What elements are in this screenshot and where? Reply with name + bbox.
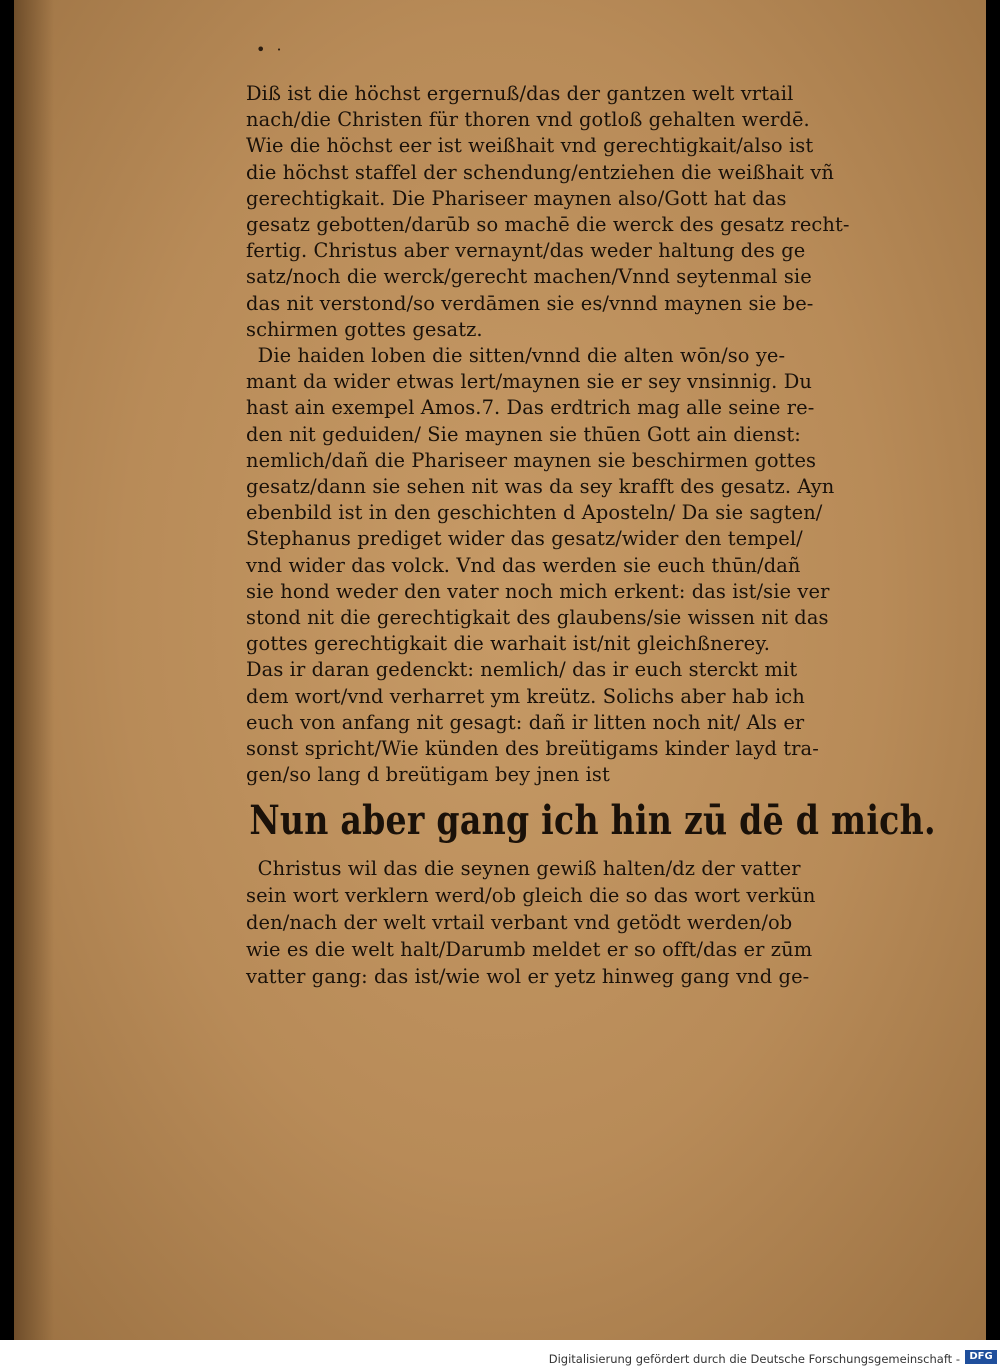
text-line: vnd wider das volck. Vnd das werden sie euch thūn/dañ [246,552,801,577]
text-line: Die haiden loben die sitten/vnnd die alten wōn/so ye- [257,343,786,368]
text-line: Das ir daran gedenckt: nemlich/ das ir euch sterckt mit [246,657,798,682]
section-1 [246,80,946,787]
text-line: nemlich/dañ die Phariseer maynen sie beschirmen gottes [246,447,817,472]
page-text [246,80,946,990]
page-gutter-shadow [14,0,54,1340]
text-line: gen/so lang d breütigam bey jnen ist [246,762,610,787]
text-line: Wie die höchst eer ist weißhait vnd gerechtigkait/also ist [246,133,814,158]
section-heading: Nun aber gang ich hin zū dē d mich. [249,797,936,845]
text-line: sein wort verklern werd/ob gleich die so das wort verkün [246,883,816,908]
text-line: den nit geduiden/ Sie maynen sie thūen Gott ain dienst: [246,421,801,446]
text-line: euch von anfang nit gesagt: dañ ir litten noch nit/ Als er [246,709,805,734]
text-line: ebenbild ist in den geschichten d Aposteln/ Da sie sagten/ [246,500,823,525]
text-line: satz/noch die werck/gerecht machen/Vnnd seytenmal sie [246,264,812,289]
text-line: wie es die welt halt/Darumb meldet er so offt/das er zūm [246,937,813,962]
section-2 [246,855,946,990]
dfg-logo: DFG [965,1350,997,1364]
text-line: mant da wider etwas lert/maynen sie er sey vnsinnig. Du [246,369,812,394]
text-line: den/nach der welt vrtail verbant vnd getödt werden/ob [246,910,793,935]
page-marks: • · [256,40,285,59]
text-line: Stephanus prediget wider das gesatz/wider den tempel/ [246,526,803,551]
text-line: sie hond weder den vater noch mich erkent: das ist/sie ver [246,578,830,603]
text-line: Diß ist die höchst ergernuß/das der gantzen welt vrtail [246,81,794,105]
text-line: Christus wil das die seynen gewiß halten/dz der vatter [257,856,801,881]
text-line: hast ain exempel Amos.7. Das erdtrich mag alle seine re- [246,395,815,420]
text-line: dem wort/vnd verharret ym kreütz. Solichs aber hab ich [246,683,805,708]
text-line: die höchst staffel der schendung/entziehen die weißhait vñ [246,159,835,184]
text-line: fertig. Christus aber vernaynt/das weder haltung des ge [246,238,806,263]
text-line: sonst spricht/Wie künden des breütigams kinder layd tra- [246,736,819,761]
text-line: gesatz gebotten/darūb so machē die werck des gesatz recht- [246,212,850,237]
text-line: gerechtigkait. Die Phariseer maynen also/Gott hat das [246,185,787,210]
text-line: vatter gang: das ist/wie wol er yetz hinweg gang vnd ge- [246,964,810,989]
text-line: gottes gerechtigkait die warhait ist/nit gleichßnerey. [246,631,771,656]
text-line: nach/die Christen für thoren vnd gotloß gehalten werdē. [246,107,810,132]
text-line: stond nit die gerechtigkait des glaubens/sie wissen nit das [246,605,829,630]
text-line: gesatz/dann sie sehen nit was da sey krafft des gesatz. Ayn [246,474,835,499]
text-line: das nit verstond/so verdāmen sie es/vnnd maynen sie be- [246,290,814,315]
funding-credit: Digitalisierung gefördert durch die Deutsche Forschungsgemeinschaft - [548,1352,960,1366]
text-line: schirmen gottes gesatz. [246,316,483,341]
